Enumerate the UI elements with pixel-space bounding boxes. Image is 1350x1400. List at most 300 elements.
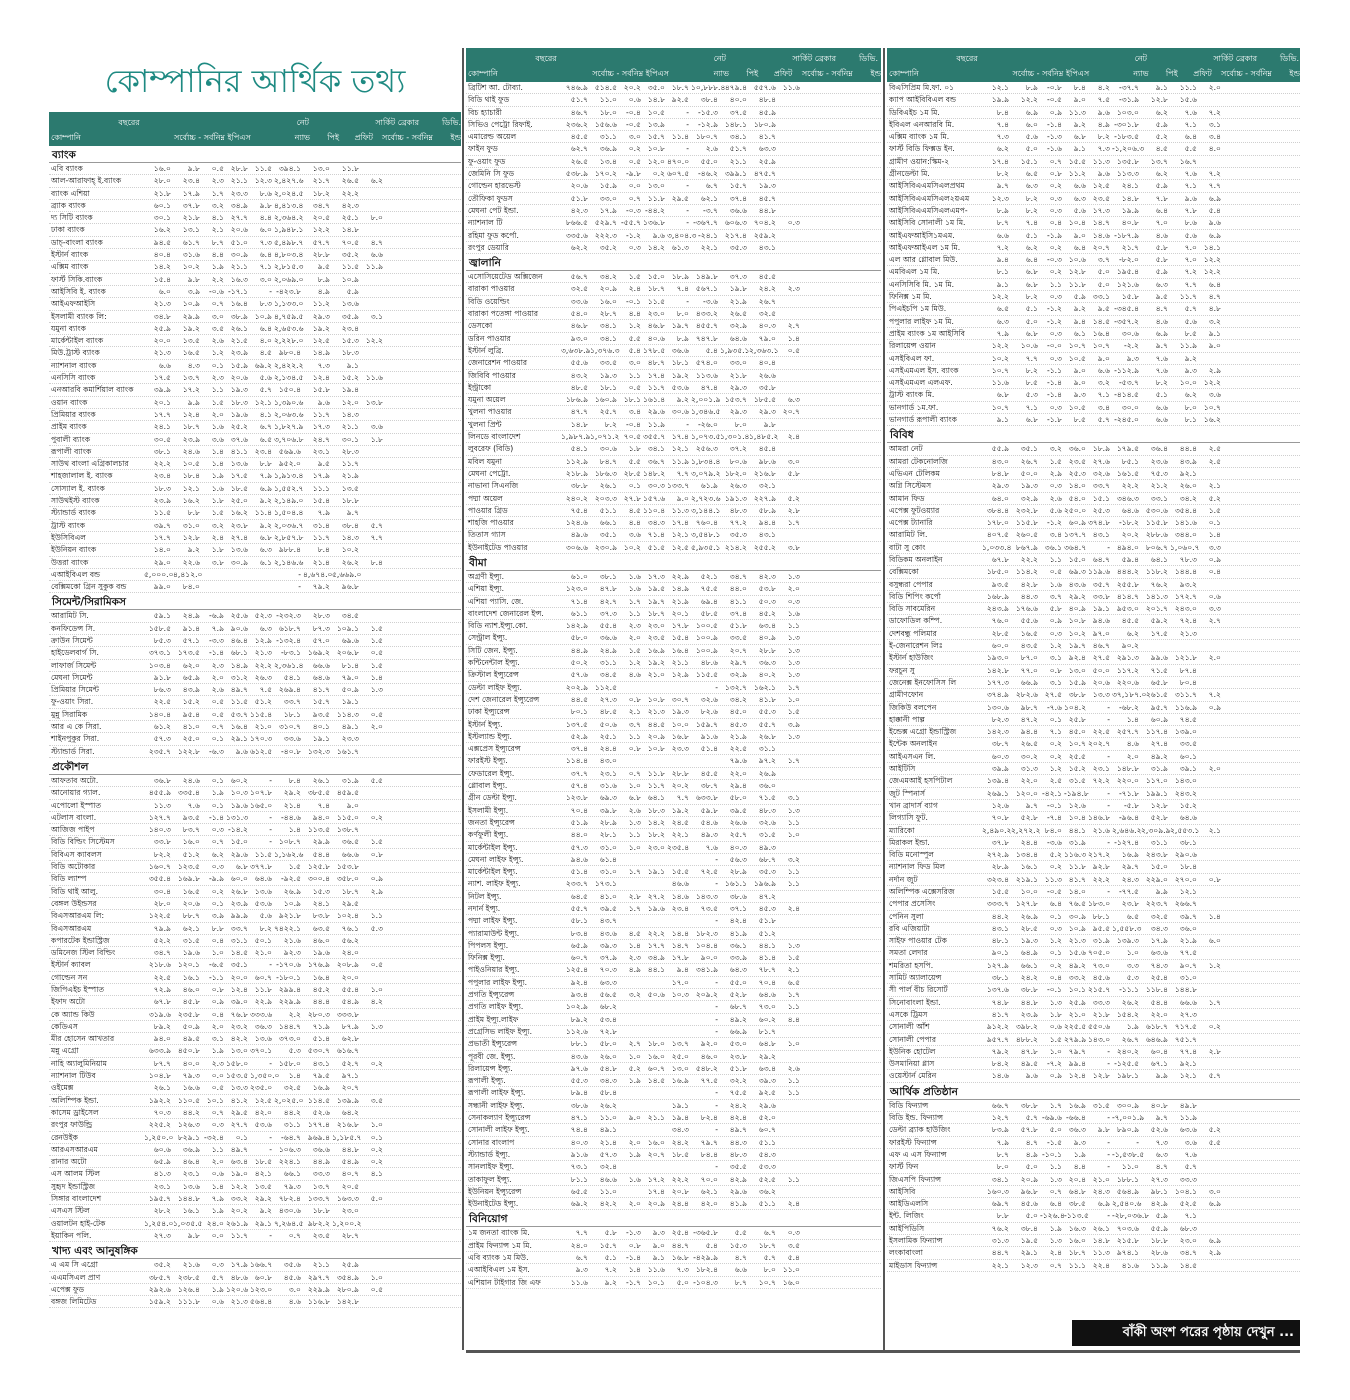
table-cell: [1199, 1034, 1223, 1045]
table-cell: ১৩.৫: [182, 336, 200, 346]
table-cell: ২৩৫.০: [250, 1083, 273, 1093]
table-cell: ০.১: [628, 481, 641, 491]
company-name: এপেক্স ট্যানারি: [889, 518, 933, 528]
table-cell: ৩.২: [211, 200, 224, 210]
table-cell: ২৪.৩: [1121, 874, 1139, 884]
table-row: [466, 168, 881, 180]
company-name: অগ্রণী ইন্স্যু.: [468, 571, 504, 581]
table-cell: [1199, 751, 1223, 762]
table-cell: ৫.৯: [1155, 267, 1168, 277]
table-cell: -: [1107, 1137, 1110, 1147]
table-cell: ৬.২: [1025, 242, 1038, 252]
table-cell: ০.৫: [787, 345, 800, 355]
table-cell: ৫.২: [1208, 493, 1221, 503]
table-cell: ১৮.৭: [341, 886, 359, 896]
company-name: আইটিসি: [889, 764, 916, 774]
table-cell: ২.৪: [787, 904, 800, 913]
table-cell: ৯.২: [1184, 353, 1197, 363]
table-cell: ২১৫.৮: [1116, 1236, 1139, 1246]
table-row: [887, 493, 1300, 505]
table-cell: ১৪.২: [153, 262, 171, 272]
table-cell: ৪৯.৬: [570, 530, 588, 540]
table-cell: ০.২: [1049, 181, 1062, 191]
table-cell: ৯৫৭.৭: [986, 1034, 1009, 1044]
table-cell: ৫.৯: [346, 286, 359, 296]
table-cell: ২.৬: [705, 144, 718, 154]
table-cell: ৩,৪০৪.৩: [667, 230, 697, 240]
table-row: [466, 706, 881, 718]
company-name: উত্তরা ব্যাংক: [51, 557, 89, 567]
company-name: পিপলস ইন্স্যু.: [468, 940, 509, 950]
table-cell: ৮.৮: [187, 508, 200, 518]
company-name: ক্রাউন সিমেন্ট: [51, 635, 93, 645]
table-cell: ৪৪.৩: [729, 1137, 747, 1147]
table-cell: ৪৯.৭: [230, 1144, 248, 1154]
table-cell: ১৯.২: [671, 805, 689, 815]
table-cell: ৩৯৮.২: [1015, 1022, 1038, 1032]
table-cell: [1141, 640, 1170, 651]
table-cell: ২৩২.৮: [1015, 505, 1038, 515]
table-cell: -১৮৩.৫: [1114, 132, 1139, 142]
company-name: সোনার বাংলাপ: [468, 1137, 515, 1147]
table-cell: ১৫.৫: [671, 867, 689, 877]
table-cell: ১.৯: [211, 1284, 224, 1294]
table-cell: -৩৬৫.৮: [693, 1228, 718, 1238]
table-cell: ৬১.০: [570, 571, 588, 581]
table-cell: ৪,৪১২.০: [173, 569, 203, 579]
table-cell: ১.৩: [1049, 997, 1062, 1007]
table-row: [466, 682, 881, 694]
table-cell: -৯২.৫: [281, 874, 301, 884]
table-cell: ৪.৪: [787, 1014, 800, 1024]
table-row: [466, 989, 881, 1001]
table-cell: -১.২: [1046, 316, 1062, 326]
table-cell: ৩১.২: [230, 672, 248, 682]
table-cell: ৩২.৬: [700, 694, 718, 704]
table-cell: ২,৮৫৭.৮: [274, 532, 304, 542]
table-cell: ১১.৩: [1092, 1248, 1110, 1258]
table-cell: ৫.৩: [370, 923, 383, 933]
table-cell: [1199, 94, 1223, 105]
table-cell: -: [269, 1230, 272, 1240]
table-cell: ৫৮.০: [599, 1039, 617, 1049]
table-cell: ২৪.১: [1121, 181, 1139, 191]
table-cell: ২৩.৩: [230, 188, 248, 198]
table-cell: ০.৩: [1049, 328, 1062, 338]
table-cell: ৪৫.৫: [1121, 616, 1139, 626]
table-row: [466, 230, 881, 242]
table-cell: ৪৯.৩: [758, 842, 776, 852]
table-cell: ১৮৫.০: [986, 567, 1009, 577]
table-cell: ১৬.৮: [671, 731, 689, 741]
table-cell: ১৬.৪: [1092, 328, 1110, 338]
company-name: পদ্মা লাইফ ইন্স্যু.: [468, 916, 518, 926]
table-cell: -০.৫: [1046, 95, 1062, 105]
table-cell: ১১.৩: [671, 505, 689, 515]
table-cell: ১৯.৭: [671, 321, 689, 331]
table-cell: [1199, 898, 1223, 909]
table-cell: ৩১.১: [758, 744, 776, 754]
table-cell: ২.০: [211, 672, 224, 682]
table-cell: -১.৪: [625, 1253, 641, 1263]
table-cell: ১৮.৭: [647, 608, 665, 618]
table-cell: -৩.৩: [208, 635, 224, 645]
table-cell: -: [1107, 751, 1110, 761]
table-cell: ২৩.৮: [729, 1051, 747, 1061]
table-cell: ৭৮.৩: [1179, 554, 1197, 564]
company-name: আইএফআইএল ১ম মি.: [889, 242, 961, 252]
table-cell: ৩৯.৭: [1179, 911, 1197, 921]
company-name: স্ট্যান্ডার্ড সিরা.: [51, 746, 95, 756]
table-cell: ৪.৬: [1155, 230, 1168, 240]
table-cell: ১৬০.৭: [148, 862, 171, 872]
table-row: [887, 529, 1300, 541]
table-cell: ২১৮.৬: [148, 960, 171, 970]
table-cell: ৬৪.৮: [758, 1039, 776, 1049]
table-cell: ৬৯.২: [570, 1199, 588, 1209]
table-cell: ৩২.৫: [758, 309, 776, 319]
table-row: [887, 997, 1300, 1009]
table-cell: ৪৮.৬: [700, 658, 718, 668]
company-name: বিডি ইন্ড. ফিন্যান্স: [889, 1113, 944, 1123]
table-cell: ২৮০.৯: [336, 1284, 359, 1294]
table-cell: ২২.০: [1150, 1009, 1168, 1019]
table-row: [466, 903, 881, 915]
table-cell: ১৫.৮: [312, 385, 330, 395]
table-cell: ১৫.২: [1179, 800, 1197, 810]
table-cell: ২,৪২৭.৬: [274, 176, 304, 186]
table-cell: ৪.৫: [1155, 144, 1168, 154]
table-cell: [1199, 726, 1223, 737]
table-cell: ২৬.৭: [1020, 456, 1038, 466]
table-cell: ১.৭: [628, 867, 641, 877]
table-cell: ৫৫.৩: [758, 707, 776, 717]
table-cell: ২৮.৯: [729, 867, 747, 877]
table-cell: ১৪২.৮: [336, 1297, 359, 1307]
table-row: [49, 188, 461, 200]
table-cell: ৫৮.০: [729, 793, 747, 803]
table-cell: ৩৮.৮: [570, 481, 588, 491]
table-cell: [778, 419, 802, 430]
table-cell: ২১.৯: [1179, 936, 1197, 946]
table-cell: ৩২.৫: [283, 1083, 301, 1093]
table-cell: -৩১.৯: [1119, 95, 1139, 105]
table-cell: -৩৪৫.৪: [1114, 304, 1139, 314]
table-cell: ১১.৬: [365, 373, 383, 383]
table-cell: ১০.২: [182, 262, 200, 272]
table-cell: -১১২.৯: [1114, 365, 1139, 375]
table-cell: ১,৮২৭.৯: [274, 422, 304, 432]
table-cell: -৩.৬: [702, 296, 718, 306]
table-cell: ১০.১: [647, 1277, 665, 1287]
table-cell: ২.১: [211, 225, 224, 235]
table-cell: ৭৪.৩: [1150, 960, 1168, 970]
table-cell: ১১২.৯: [565, 456, 588, 466]
table-cell: -১৮.২: [1119, 518, 1139, 528]
table-row: [887, 886, 1300, 898]
table-cell: ৩৩.৬: [283, 734, 301, 744]
company-name: ভানগার্ড ১ম.ফা.: [889, 402, 939, 412]
table-cell: [361, 384, 385, 395]
table-cell: -: [1107, 1059, 1110, 1069]
table-header: [887, 48, 1300, 82]
company-name: তৌফিকা ফুডস: [468, 193, 513, 203]
table-cell: ১৩২.৭: [724, 682, 747, 692]
company-name: পূরবী জে. ইন্স্যু.: [468, 1051, 516, 1061]
table-cell: ২৮২.৬: [1015, 690, 1038, 700]
table-cell: ১৫.০: [1068, 554, 1086, 564]
table-cell: -২৪৫.০: [1114, 415, 1139, 425]
table-cell: ৬৪.৬: [254, 874, 272, 884]
company-name: এনসিসিবি মি. ১ম মি.: [889, 279, 955, 289]
table-cell: ১৪.৮: [341, 225, 359, 235]
table-cell: [619, 1014, 643, 1025]
table-cell: [778, 1149, 802, 1160]
table-cell: -০.৩: [1046, 255, 1062, 265]
table-cell: ৩৭৪.৯: [986, 690, 1009, 700]
table-cell: ২.৭: [1208, 616, 1221, 626]
table-cell: ২.০: [211, 1157, 224, 1167]
table-row: [887, 1100, 1300, 1112]
table-cell: ৫৩.৮: [758, 584, 776, 594]
table-cell: ৬৭.৮: [991, 554, 1009, 564]
table-cell: ২,২২৮.০: [274, 336, 304, 346]
table-cell: ১১.০: [782, 1265, 800, 1275]
table-cell: ৯৩.৫: [312, 709, 330, 719]
company-name: ওয়েস্টার্ন মেরিন: [889, 1071, 937, 1081]
table-cell: ২০২.৯: [565, 682, 588, 692]
table-cell: ৫৫.৭: [758, 719, 776, 729]
table-cell: ৪৬.৬: [599, 1174, 617, 1184]
table-row: [49, 372, 461, 384]
table-cell: ৪.৫: [628, 505, 641, 515]
table-cell: ১১.০: [599, 1186, 617, 1196]
table-cell: ০.৮: [370, 849, 383, 859]
table-cell: ১১৫.৪: [250, 709, 273, 719]
table-cell: ৩৫.২: [599, 242, 617, 252]
table-cell: ৪৪.৯: [312, 1157, 330, 1167]
table-cell: [226, 569, 250, 580]
table-cell: [1199, 1009, 1223, 1020]
table-cell: ৫.৭: [259, 385, 272, 395]
table-cell: ৩৪১.৯: [695, 965, 718, 975]
table-cell: ৯৯.৪: [1068, 1059, 1086, 1069]
table-cell: ৩৯.৮: [599, 805, 617, 815]
table-cell: [361, 861, 385, 872]
table-cell: ৯.৩: [1073, 1137, 1086, 1147]
table-cell: ৬.৯: [259, 483, 272, 493]
table-row: [887, 579, 1300, 591]
table-cell: ৮০.১: [570, 707, 588, 717]
table-cell: ২৯.১: [1020, 1248, 1038, 1258]
company-name: ইবিএল এনআরবি মি.: [889, 119, 955, 129]
company-name: বেক্সিমকো গ্রিন সুকুক বন্ড: [51, 582, 127, 592]
table-cell: ৯.৩: [1073, 390, 1086, 400]
table-row: [466, 1026, 881, 1038]
table-cell: ৬.৩: [259, 545, 272, 555]
company-name: রানার অটো: [51, 1157, 87, 1167]
header-label: ইন্ড: [450, 133, 461, 142]
table-cell: ৪৪.৮: [1020, 997, 1038, 1007]
table-cell: -২.২: [1123, 341, 1139, 351]
table-cell: ৩৫.১: [599, 530, 617, 540]
table-cell: ৩.১: [1049, 677, 1062, 687]
table-cell: ৩০.২: [1020, 751, 1038, 761]
table-cell: ৫১.৮: [729, 1063, 747, 1073]
table-row: [887, 402, 1300, 414]
company-name: আইএফআইসি: [51, 299, 96, 309]
table-cell: ৮.৭: [996, 1149, 1009, 1159]
table-cell: ২৪৩.৯: [986, 604, 1009, 614]
table-cell: ৪৮.৭: [647, 358, 665, 368]
company-name: খান ব্রাদার্স ব্যাগ: [889, 800, 938, 810]
table-cell: ৩৪.৭: [729, 571, 747, 581]
header-label: ন্যাভ: [713, 69, 729, 78]
company-name: রিলায়েন্স ওয়ান: [889, 341, 936, 351]
table-cell: ১০.২: [1068, 628, 1086, 638]
table-cell: ৫৬.২: [341, 935, 359, 945]
table-cell: ২০.২: [1121, 530, 1139, 540]
table-cell: ১৪.৮: [1092, 1236, 1110, 1246]
table-cell: ৬০.২: [230, 775, 248, 785]
table-cell: ১৯.৩: [230, 385, 248, 395]
table-cell: ৩৫৮.০: [336, 874, 359, 884]
table-cell: ৯.৯: [1155, 887, 1168, 896]
table-cell: ১৭.৯: [230, 1260, 248, 1270]
table-cell: ৫১.০: [230, 237, 248, 247]
table-cell: ৩১.৪: [312, 520, 330, 530]
table-cell: ২১.০: [1092, 1174, 1110, 1184]
table-cell: ২৯.২: [758, 1051, 776, 1061]
table-cell: ১৮৬.৯: [565, 395, 588, 405]
table-cell: ৩৫.১: [230, 960, 248, 970]
table-cell: ১,৮৩৪.৪: [691, 456, 721, 466]
table-cell: ১০০.৯: [695, 633, 718, 643]
table-cell: ৩.২: [628, 990, 641, 1000]
table-cell: ২৩.০: [647, 309, 665, 319]
table-cell: ৮২৯.১: [177, 1132, 200, 1142]
table-cell: -৩৫৭.২: [1114, 316, 1139, 326]
table-cell: ৮৪.০: [1044, 825, 1062, 835]
table-cell: ১২.২: [1020, 95, 1038, 105]
table-cell: ২৮.৭: [341, 1230, 359, 1240]
table-cell: ৩৬.৬: [312, 1144, 330, 1154]
table-cell: ৩২.৬: [1092, 468, 1110, 478]
table-cell: -: [1107, 1162, 1110, 1172]
table-cell: ১২.০: [647, 156, 665, 166]
table-cell: ১৬.২: [153, 225, 171, 235]
table-cell: ১৫.৭: [647, 132, 665, 142]
table-cell: ১.৫: [787, 707, 800, 717]
table-cell: ৩২.৯: [1020, 493, 1038, 503]
table-row: [466, 1001, 881, 1013]
table-cell: ২,৭২৩.৬: [691, 493, 721, 503]
table-cell: ৩১.৬: [182, 250, 200, 260]
table-cell: [1199, 947, 1223, 958]
table-cell: ১০,৮৮৮.৪: [691, 83, 726, 92]
table-cell: ০.৯: [1049, 107, 1062, 117]
table-row: [466, 805, 881, 817]
table-cell: ৭২.৪: [1179, 616, 1197, 626]
company-name: বাটা সু কোং: [889, 542, 926, 552]
table-cell: ৮৩.৪: [570, 928, 588, 938]
table-cell: ২৬৯.১: [986, 788, 1009, 798]
table-cell: ১২.২: [1203, 255, 1221, 265]
table-cell: ১৬.৭: [1179, 156, 1197, 166]
table-cell: ৩.৭: [628, 719, 641, 729]
table-cell: [361, 972, 385, 983]
table-cell: ১৩৫.৮: [1116, 156, 1139, 166]
company-name: এশিয়ান টাইগার জি এফ: [468, 1277, 541, 1287]
table-cell: ৯৩.২: [1179, 579, 1197, 589]
table-cell: ১৮৩.০: [1088, 899, 1111, 909]
table-cell: ১৭৬.৬: [1015, 604, 1038, 614]
table-cell: ১৭.৩: [1092, 205, 1110, 215]
table-cell: ৯৯.০: [153, 582, 171, 592]
table-cell: [667, 1001, 691, 1012]
table-cell: ২৪.৭: [312, 434, 330, 444]
table-cell: ২৬.১: [153, 1083, 171, 1093]
table-row: [887, 923, 1300, 935]
company-name: মেঘনা সিমেন্ট: [51, 672, 93, 682]
table-cell: [619, 1100, 643, 1111]
table-cell: ৩৩.৫: [1179, 739, 1197, 749]
table-cell: ১৯.৯: [1121, 205, 1139, 215]
table-cell: ৪৫.৬: [1020, 1199, 1038, 1209]
table-cell: ১.২: [1208, 960, 1221, 970]
company-name: সানলাইফ ইন্স্যু.: [468, 1162, 515, 1172]
table-cell: ৫৪.৯: [341, 1157, 359, 1167]
table-cell: ১৮.৩: [647, 805, 665, 815]
table-cell: ১৯১.৩: [724, 493, 747, 503]
company-name: সোনালী লাইফ ইন্স্যু.: [468, 1125, 530, 1135]
table-cell: ৬৪.১: [647, 793, 665, 803]
table-cell: ৩১.৫: [182, 935, 200, 945]
table-cell: -৪৪.৬: [281, 812, 301, 822]
table-cell: ৩.৮: [211, 557, 224, 567]
table-cell: ০.৩: [628, 242, 641, 252]
table-cell: ১৬.১: [182, 1206, 200, 1216]
table-cell: ১৯.১: [312, 734, 330, 744]
table-cell: -৭.৬: [1046, 702, 1062, 712]
table-cell: ৪৬.৭: [570, 107, 588, 117]
table-cell: ১২৪.৬: [565, 518, 588, 528]
table-cell: ০.৩: [787, 1228, 800, 1238]
table-cell: [1199, 640, 1223, 651]
table-cell: ৫.৪: [705, 1240, 718, 1250]
company-name: বসুন্ধরা পেপার: [889, 579, 933, 589]
table-cell: ২৭০.০: [1174, 874, 1197, 884]
table-cell: ৩০.৬: [599, 444, 617, 454]
table-cell: ৭৯.৫: [312, 1071, 330, 1081]
table-row: [49, 996, 461, 1008]
company-name: মেঘনা পেট ইন্ডা.: [468, 205, 519, 215]
table-cell: ৬৩৩.৯: [148, 1046, 171, 1056]
table-cell: ১৬.৪: [230, 299, 248, 309]
table-cell: ১.৬: [211, 483, 224, 493]
table-cell: ৭৯.৬: [729, 756, 747, 766]
table-cell: ৮৬৭.৯: [1015, 542, 1038, 552]
table-cell: ২৫৯.২: [753, 230, 776, 240]
company-name: কনফিডেন্স সি.: [51, 623, 96, 633]
table-cell: ১৪.০: [1068, 481, 1086, 491]
table-cell: ৩.৭: [1049, 591, 1062, 601]
header-label: নেট: [713, 54, 726, 63]
table-cell: ১০.২: [991, 353, 1009, 363]
company-name: মার্কেন্টাইল ইন্স্যু.: [468, 867, 518, 877]
table-cell: ৬.৬: [1073, 181, 1086, 191]
table-cell: ২২.২: [671, 1174, 689, 1184]
